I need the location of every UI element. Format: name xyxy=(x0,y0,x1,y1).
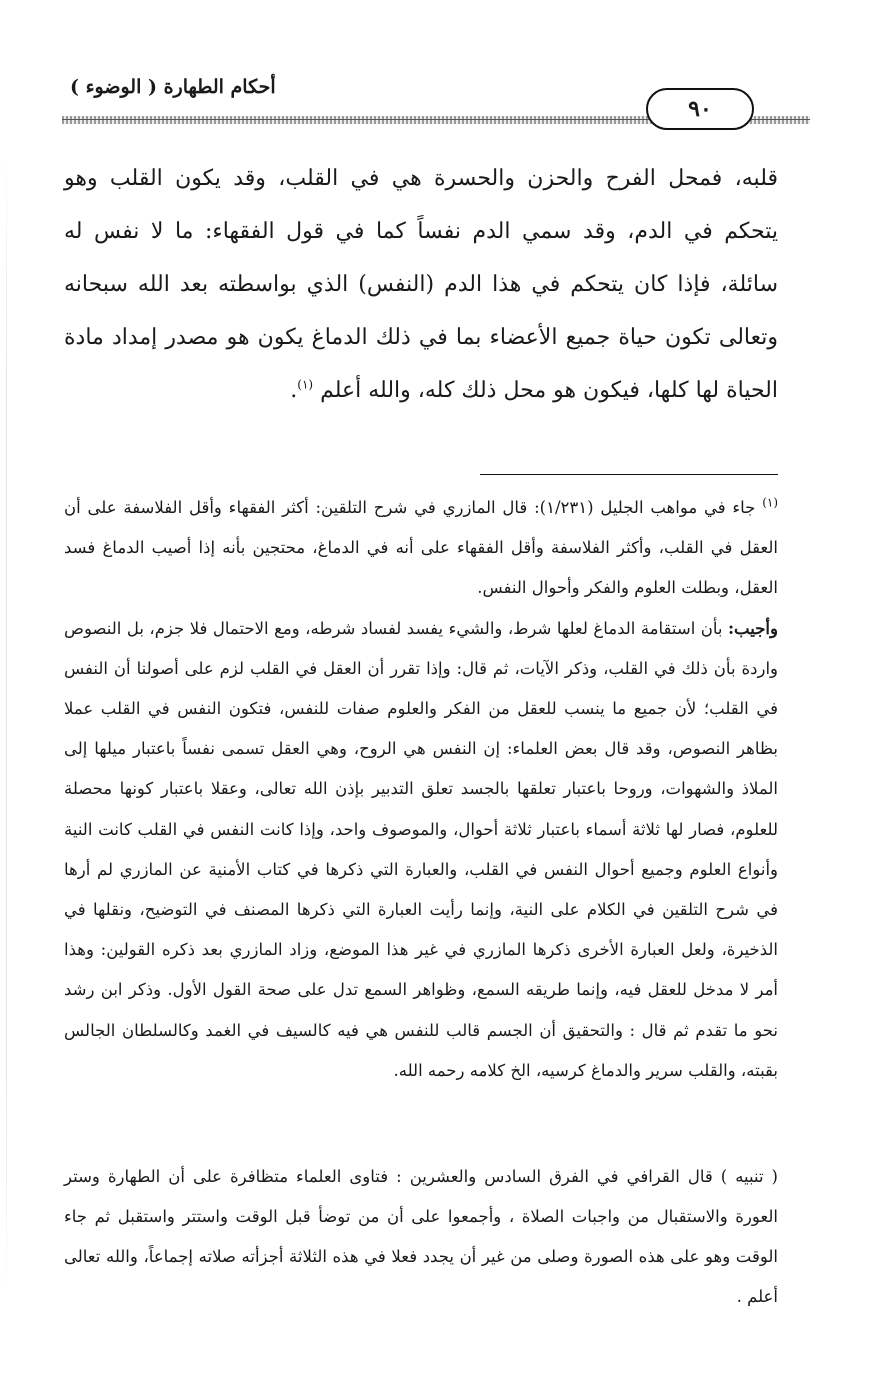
footnote-answer-label: وأجيب: xyxy=(727,618,778,638)
page-number: ٩٠ xyxy=(646,88,754,130)
main-paragraph-end: . xyxy=(290,378,298,403)
main-paragraph xyxy=(64,152,778,417)
scan-edge-shadow xyxy=(6,150,7,1300)
footnote-separator xyxy=(480,474,778,475)
main-text xyxy=(64,152,778,417)
main-paragraph-text: قلبه، فمحل الفرح والحزن والحسرة هي في القلب، وقد يكون القلب وهو يتحكم في الدم، وقد سمي الدم نفساً كما في قول الفقهاء: ما لا نفس له سائلة، فإذا كان يتحكم في هذا الدم (النفس) الذي بواسطته بعد الله سبحانه وتعالى تكون حياة جميع الأعضاء بما في ذلك الدماغ يكون هو مصدر إمداد مادة الحياة لها كلها، فيكون هو محل ذلك كله، والله أعلم xyxy=(64,166,778,403)
footnote-reference: (١) xyxy=(297,377,314,392)
running-title: أحكام الطهارة ( الوضوء ) xyxy=(70,76,276,98)
footnote-marker: (١) xyxy=(762,495,779,510)
note-block xyxy=(64,1157,778,1317)
footnote-1 xyxy=(64,488,778,609)
footnotes xyxy=(64,488,778,1091)
footnote-answer-text: بأن استقامة الدماغ لعلها شرط، والشيء يفسد لفساد شرطه، ومع الاحتمال فلا جزم، بل النصوص واردة بأن ذلك في القلب، وذكر الآيات، ثم قال: وإذا تقرر أن العقل في القلب لزم على أصولنا أن النفس في القلب؛ لأن جميع ما ينسب للعقل من الفكر والعلوم صفات للنفس، فتكون النفس في القلب عملا بظاهر النصوص، وقد قال بعض العلماء: إن النفس هي الروح، وهي العقل تسمى نفساً باعتبار ميلها إلى الملاذ والشهوات، وروحا باعتبار تعلقها بالجسد تعلق التدبير بإذن الله تعالى، وعقلا باعتبار كونها محصلة للعلوم، فصار لها ثلاثة أسماء باعتبار ثلاثة أحوال، والموصوف واحد، وإذا كانت النفس في القلب كانت النية وأنواع العلوم وجميع أحوال النفس في القلب، والعبارة التي ذكرها في كتاب الأمنية عن المازري لم أرها في شرح التلقين في الكلام على النية، وإنما رأيت العبارة التي ذكرها المصنف في التوضيح، ونقلها في الذخيرة، ولعل العبارة الأخرى ذكرها المازري في غير هذا الموضع، وزاد المازري بعد ذكره القولين: وهذا أمر لا مدخل للعقل فيه، وإنما طريقه السمع، وظواهر السمع تدل على صحة القول الأول. وذكر ابن رشد نحو ما تقدم ثم قال : والتحقيق أن الجسم قالب للنفس هي فيه كالسيف في الغمد وكالسلطان الجالس بقبته، والقلب سرير والدماغ كرسيه، الخ كلامه رحمه الله. xyxy=(64,618,778,1080)
note-text: ( تنبيه ) قال القرافي في الفرق السادس والعشرين : فتاوى العلماء متظافرة على أن الطهارة وستر العورة والاستقبال من واجبات الصلاة ، وأجمعوا على أن من توضأ قبل الوقت واستتر واستقبل ثم جاء الوقت وهو على هذه الصورة وصلى من غير أن يجدد فعلا في هذه الثلاثة أجزأته صلاته إجماعاً، والله تعالى أعلم . xyxy=(64,1167,778,1306)
footnote-1-text: جاء في مواهب الجليل (١/٢٣١): قال المازري في شرح التلقين: أكثر الفقهاء وأقل الفلاسفة على أن العقل في القلب، وأكثر الفلاسفة وأقل الفقهاء على أنه في الدماغ، محتجين بأنه إذا أصيب الدماغ فسد العقل، وبطلت العلوم والفكر وأحوال النفس. xyxy=(64,498,778,598)
footnote-answer xyxy=(64,609,778,1091)
